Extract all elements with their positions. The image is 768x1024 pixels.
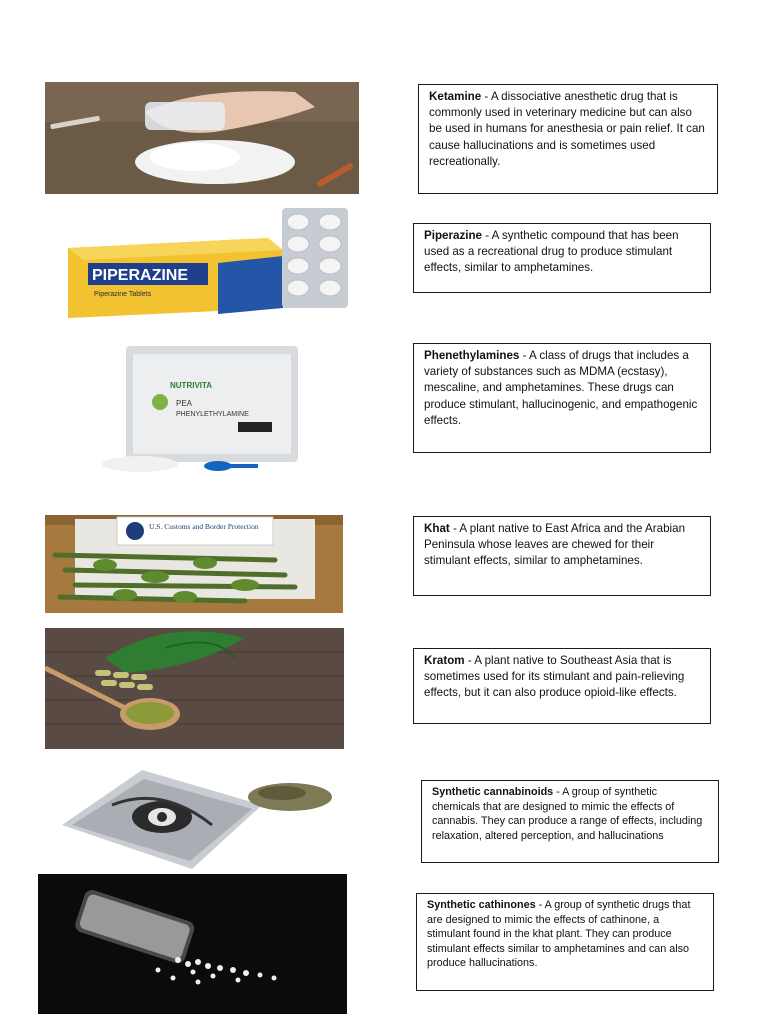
synthetic-cannabinoids-photo [52, 765, 342, 870]
phenethylamines-description: - A class of drugs that includes a variety of substances such as MDMA (ecstasy), mescaline, and amphetamines. These drugs can produce stimulant, hallucinogenic, and empathogenic effects. [424, 349, 698, 427]
pea-product-line1: PEA [176, 399, 193, 408]
synthetic-cathinones-card [416, 893, 714, 991]
synthetic-cannabinoids-term: Synthetic cannabinoids [432, 786, 554, 798]
piperazine-description: - A synthetic compound that has been used as a recreational drug to produce stimulant effects, similar to amphetamines. [424, 229, 679, 275]
khat-card [413, 516, 711, 596]
kratom-description: - A plant native to Southeast Asia that is sometimes used for its stimulant and pain-relieving effects, but it can also produce opioid-like effects. [424, 654, 685, 700]
piperazine-photo [68, 208, 350, 320]
ketamine-term: Ketamine [429, 90, 482, 103]
pea-brand: NUTRIVITA [170, 381, 213, 390]
synthetic-cathinones-term: Synthetic cathinones [427, 899, 536, 911]
ketamine-card [418, 84, 718, 194]
piperazine-card [413, 223, 711, 293]
synthetic-cannabinoids-description: - A group of synthetic chemicals that are designed to mimic the effects of cannabis. They can produce a range of effects, including relaxation, altered perception, and hallucinations [432, 786, 703, 842]
khat-sign-text: U.S. Customs and Border Protection [149, 522, 259, 531]
khat-description: - A plant native to East Africa and the Arabian Peninsula whose leaves are chewed for their stimulant effects, similar to amphetamines. [424, 522, 686, 568]
kratom-photo [45, 628, 344, 749]
phenethylamines-card [413, 343, 711, 453]
kratom-card [413, 648, 711, 724]
pea-product-line2: PHENYLETHYLAMINE [176, 411, 249, 418]
kratom-term: Kratom [424, 654, 465, 667]
ketamine-description: - A dissociative anesthetic drug that is commonly used in veterinary medicine but can also be used in humans for anesthesia or pain relief. It can cause hallucinations and is sometimes used recreationally. [429, 90, 705, 168]
piperazine-box-sub: Piperazine Tablets [94, 291, 152, 298]
khat-term: Khat [424, 522, 450, 535]
piperazine-box-label: PIPERAZINE [92, 267, 189, 284]
phenethylamines-term: Phenethylamines [424, 349, 520, 362]
ketamine-photo [45, 82, 359, 194]
phenethylamines-photo [78, 344, 300, 474]
synthetic-cathinones-description: - A group of synthetic drugs that are designed to mimic the effects of cathinone, a stimulant found in the khat plant. They can produce stimulant effects similar to amphetamines and can also produce hallucinations. [427, 899, 691, 970]
synthetic-cannabinoids-card [421, 780, 719, 863]
piperazine-term: Piperazine [424, 229, 482, 242]
synthetic-cathinones-photo [38, 874, 347, 1014]
khat-photo [45, 515, 343, 613]
